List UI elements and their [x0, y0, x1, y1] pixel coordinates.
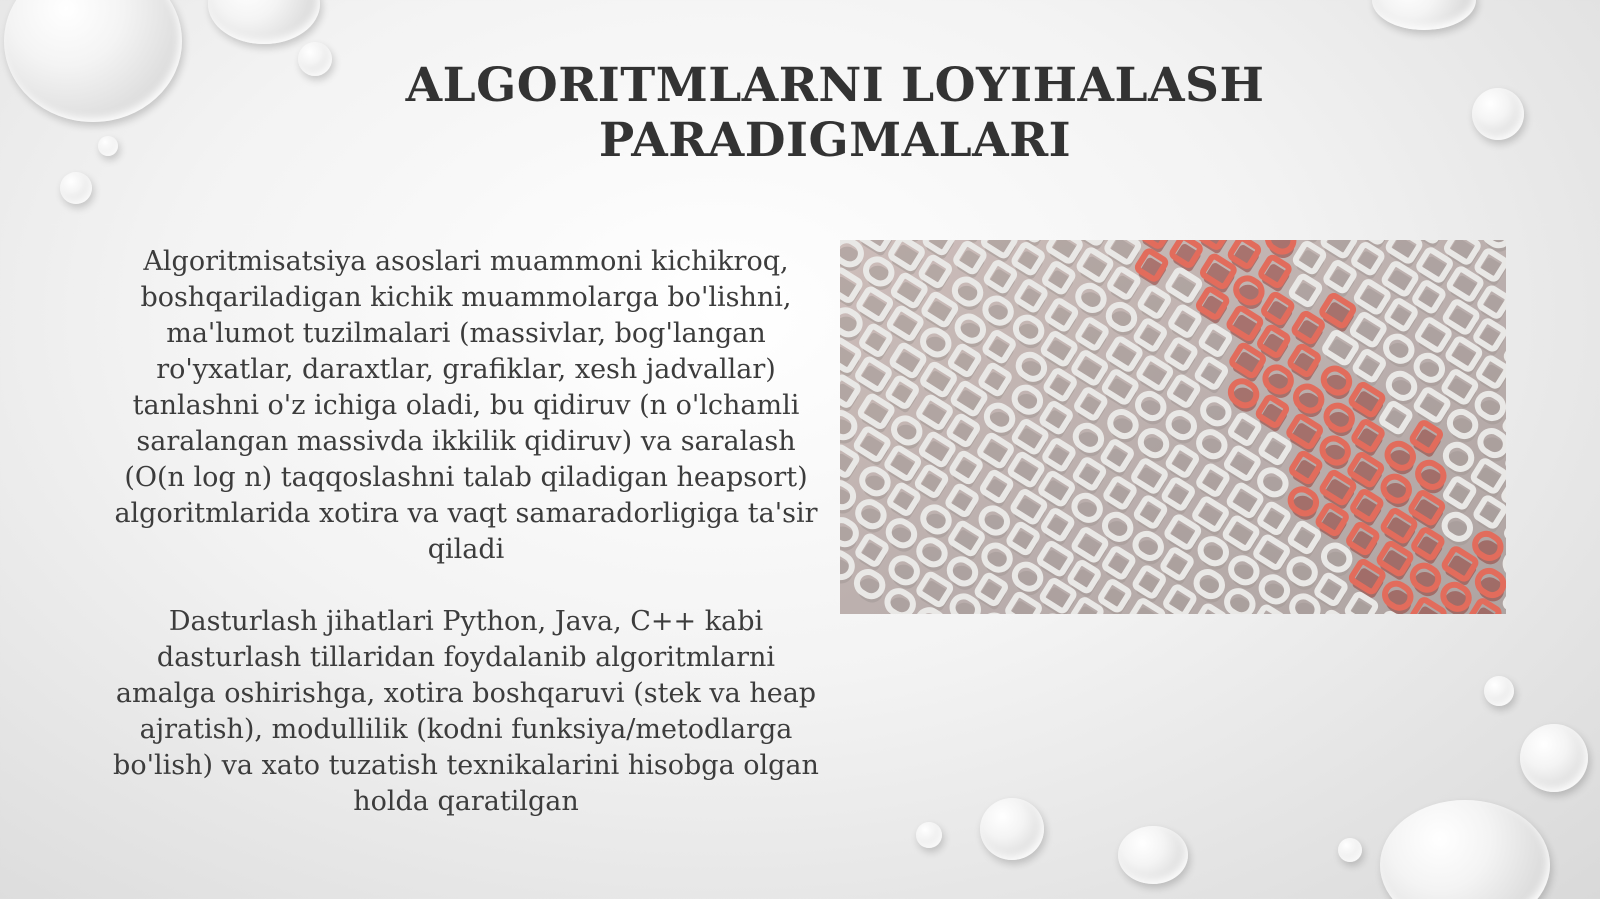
water-droplet: [1380, 800, 1550, 899]
water-droplet: [1520, 724, 1588, 792]
water-droplet: [98, 136, 118, 156]
water-droplet: [1484, 676, 1514, 706]
water-droplet: [980, 798, 1044, 860]
water-droplet: [916, 822, 942, 848]
water-droplet: [1372, 0, 1476, 30]
water-droplet: [208, 0, 320, 44]
water-droplet: [1118, 826, 1188, 884]
photo-overlay: [840, 240, 1506, 614]
water-droplet: [1338, 838, 1362, 862]
photo-illustration: [840, 240, 1506, 614]
paragraph-programming: Dasturlash jihatlari Python, Java, C++ kabi dasturlash tillaridan foydalanib algoritmlarni amalga oshirishga, xotira boshqaruvi (stek va heap ajratish), modullilik (kodni funksiya/metodlarga bo'lish) va xato tuzatish texnikalarini hisobga olgan holda qaratilgan: [113, 606, 819, 817]
body-text: [108, 244, 824, 820]
paragraph-fundamentals: Algoritmisatsiya asoslari muammoni kichikroq, boshqariladigan kichik muammolarga bo'lishni, ma'lumot tuzilmalari (massivlar, bog'langan ro'yxatlar, daraxtlar, grafiklar, xesh jadvallar) tanlashni o'z ichiga oladi, bu qidiruv (n o'lchamli saralangan massivda ikkilik qidiruv) va saralash (O(n log n) taqqoslashni talab qiladigan heapsort) algoritmlarida xotira va vaqt samaradorligiga ta'sir qiladi: [114, 246, 818, 565]
water-droplet: [60, 172, 92, 204]
water-droplet: [4, 0, 182, 122]
slide-title: ALGORITMLARNI LOYIHALASH PARADIGMALARI: [405, 58, 1265, 168]
3d-letters-photo: [840, 240, 1506, 614]
